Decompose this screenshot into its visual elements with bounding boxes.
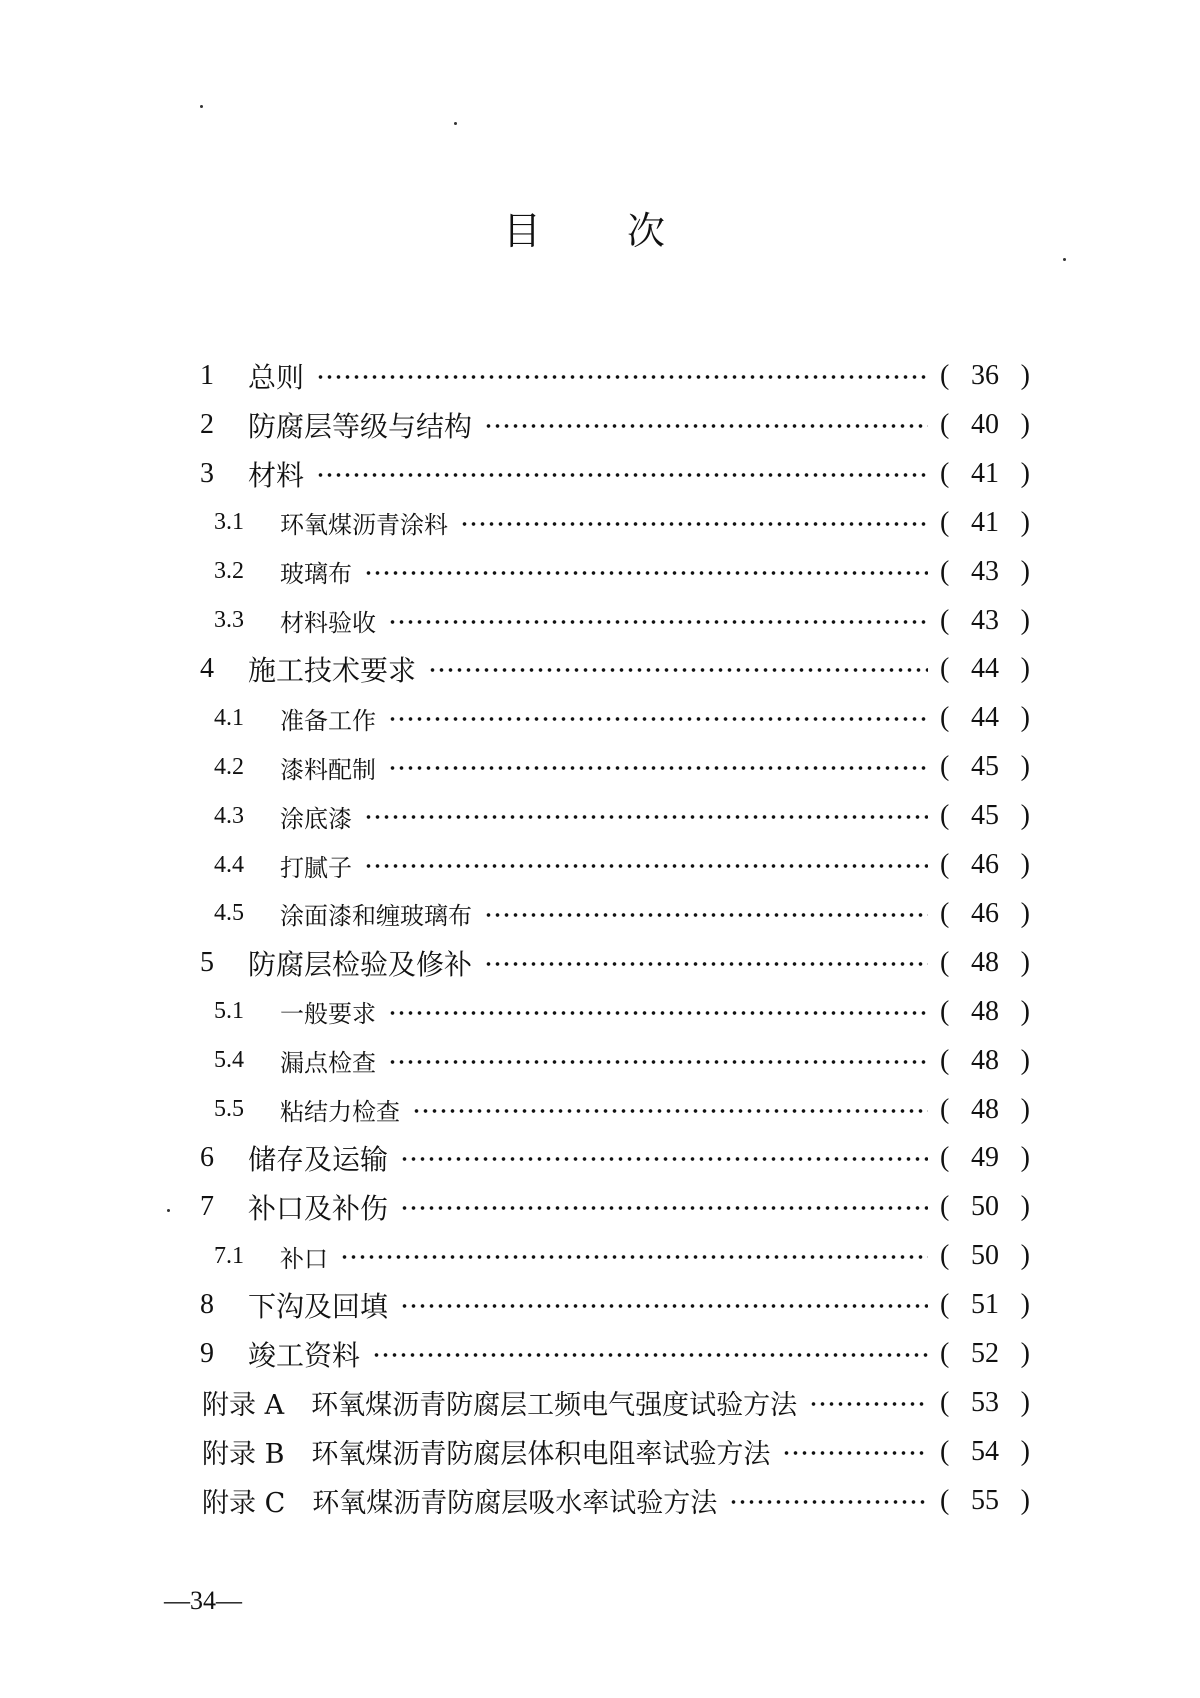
toc-entry[interactable] [0, 792, 1200, 840]
toc-entry-number: 4.2 [214, 753, 244, 780]
dot-leader [364, 863, 928, 869]
toc-entry-title: 防腐层等级与结构 [248, 409, 473, 443]
page-number-value: 43 [971, 604, 999, 636]
dot-leader [412, 1108, 928, 1114]
page-number-value: 46 [971, 849, 999, 880]
toc-entry-number: 1 [200, 360, 214, 391]
toc-entry[interactable] [0, 1037, 1200, 1085]
toc-entry-title: 粘结力检查 [280, 1098, 400, 1126]
toc-entry[interactable] [0, 1379, 1200, 1427]
toc-entry-page: ( 43 ) [940, 604, 1030, 636]
toc-entry-page: ( 44 ) [940, 653, 1030, 685]
dot-leader [809, 1401, 928, 1407]
dot-leader [484, 961, 928, 967]
toc-entry-title: 材料 [248, 458, 305, 492]
toc-entry-page: ( 48 ) [940, 946, 1030, 978]
dot-leader [388, 1010, 928, 1016]
toc-entry-title: 附录 C 环氧煤沥青防腐层吸水率试验方法 [202, 1488, 718, 1520]
toc-entry-page: ( 46 ) [940, 897, 1030, 929]
page-number-value: 43 [971, 555, 999, 587]
toc-entry-page: ( 41 ) [940, 506, 1030, 538]
toc-entry[interactable] [0, 645, 1200, 693]
toc-entry-number: 5.4 [214, 1047, 244, 1074]
dot-leader [388, 619, 928, 625]
dot-leader [364, 570, 928, 576]
toc-entry-page: ( 54 ) [940, 1435, 1030, 1467]
page-number-value: 44 [971, 653, 999, 685]
toc-entry[interactable] [0, 1086, 1200, 1134]
toc-entry-page: ( 36 ) [940, 360, 1030, 391]
toc-entry-number: 2 [200, 408, 214, 440]
toc-entry-title: 补口 [280, 1244, 328, 1273]
page-number-value: 50 [971, 1240, 999, 1272]
toc-entry-number: 4 [200, 653, 214, 685]
toc-entry-title: 漆料配制 [280, 755, 376, 784]
dot-leader [484, 423, 928, 429]
page-number-value: 49 [971, 1142, 999, 1174]
page-title [0, 200, 1200, 252]
dot-leader [484, 912, 928, 918]
toc-entry-number: 9 [200, 1338, 214, 1369]
toc-entry[interactable] [0, 743, 1200, 791]
toc-entry-number: 4.4 [214, 851, 244, 878]
page-number-value: 46 [971, 897, 999, 929]
toc-entry-title: 防腐层检验及修补 [248, 947, 473, 981]
toc-entry[interactable] [0, 1183, 1200, 1231]
toc-entry-title: 竣工资料 [248, 1339, 361, 1372]
toc-entry-number: 4.3 [214, 802, 244, 829]
dot-leader [460, 521, 928, 527]
dot-leader [428, 667, 928, 673]
page-number-value: 44 [971, 702, 999, 734]
toc-entry-number: 5.5 [214, 1096, 244, 1122]
toc-entry-page: ( 51 ) [940, 1289, 1030, 1321]
toc-entry[interactable] [0, 988, 1200, 1036]
toc-entry-title: 补口及补伤 [248, 1192, 389, 1226]
toc-entry[interactable] [0, 1232, 1200, 1280]
toc-entry-title: 涂面漆和缠玻璃布 [280, 902, 472, 931]
page-number-value: 55 [971, 1484, 999, 1516]
dot-leader [340, 1254, 928, 1260]
toc-entry-title: 涂底漆 [280, 804, 352, 833]
toc-entry-page: ( 45 ) [940, 800, 1030, 832]
page-number-value: 40 [971, 408, 999, 440]
page-number-value: 51 [971, 1289, 999, 1321]
toc-entry-page: ( 52 ) [940, 1338, 1030, 1369]
toc-entry-page: ( 50 ) [940, 1240, 1030, 1272]
dot-leader [400, 1156, 928, 1162]
toc-entry-page: ( 48 ) [940, 1093, 1030, 1125]
page-number-value: 48 [971, 1093, 999, 1125]
toc-entry-page: ( 48 ) [940, 995, 1030, 1027]
title-char-1: 目 [503, 209, 542, 253]
page-number-value: 48 [971, 995, 999, 1027]
toc-entry[interactable] [0, 597, 1200, 645]
dot-leader [782, 1450, 928, 1456]
toc-entry[interactable] [0, 1477, 1200, 1525]
toc-entry[interactable] [0, 1428, 1200, 1476]
toc-entry-number: 4.1 [214, 704, 244, 731]
page-number: —34— [164, 1586, 242, 1615]
page-number-value: 45 [971, 800, 999, 832]
toc-entry-page: ( 46 ) [940, 849, 1030, 880]
toc-entry-title: 附录 A 环氧煤沥青防腐层工频电气强度试验方法 [202, 1390, 798, 1422]
toc-entry-number: 5 [200, 946, 214, 978]
page-number-value: 41 [971, 457, 999, 489]
toc-entry-title: 储存及运输 [248, 1143, 389, 1177]
dot-leader [388, 765, 928, 771]
toc-entry[interactable] [0, 939, 1200, 987]
toc-entry-page: ( 53 ) [940, 1386, 1030, 1418]
toc-entry-title: 环氧煤沥青涂料 [280, 511, 448, 540]
page-number-value: 48 [971, 946, 999, 978]
dot-leader [316, 472, 928, 478]
title-char-2: 次 [627, 209, 666, 253]
page-number-value: 41 [971, 506, 999, 538]
toc-entry[interactable] [0, 841, 1200, 889]
toc-entry-title: 准备工作 [280, 706, 376, 735]
toc-entry-number: 7.1 [214, 1242, 244, 1269]
toc-entry-title: 附录 B 环氧煤沥青防腐层体积电阻率试验方法 [202, 1439, 771, 1471]
toc-entry[interactable] [0, 1134, 1200, 1182]
page-number-value: 48 [971, 1044, 999, 1076]
toc-entry-number: 3.1 [214, 509, 244, 536]
toc-entry-title: 施工技术要求 [248, 654, 417, 688]
toc-entry-number: 5.1 [214, 998, 244, 1025]
toc-entry-title: 材料验收 [280, 609, 376, 637]
toc-entry-page: ( 44 ) [940, 702, 1030, 734]
dot-leader [316, 374, 928, 380]
toc-entry-page: ( 48 ) [940, 1044, 1030, 1076]
dot-leader [400, 1303, 928, 1309]
toc-entry[interactable] [0, 401, 1200, 449]
toc-entry[interactable] [0, 450, 1200, 498]
toc-entry-title: 打腻子 [280, 853, 352, 882]
toc-entry-number: 8 [200, 1289, 214, 1321]
page-number-value: 36 [971, 360, 999, 391]
toc-entry-page: ( 40 ) [940, 408, 1030, 440]
toc-entry-title: 下沟及回填 [248, 1290, 389, 1324]
dot-leader [400, 1205, 928, 1211]
toc-entry-title: 总则 [248, 361, 305, 394]
dot-leader [388, 716, 928, 722]
toc-entry-title: 漏点检查 [280, 1049, 376, 1078]
toc-entry-number: 6 [200, 1142, 214, 1174]
toc-entry-page: ( 50 ) [940, 1191, 1030, 1223]
toc-entry-page: ( 49 ) [940, 1142, 1030, 1174]
toc-entry-title: 一般要求 [280, 1000, 376, 1029]
toc-entry-number: 3.3 [214, 607, 244, 633]
page-number-value: 50 [971, 1191, 999, 1223]
page-number-value: 54 [971, 1435, 999, 1467]
toc-entry-page: ( 45 ) [940, 751, 1030, 783]
dot-leader [729, 1499, 928, 1505]
dot-leader [372, 1352, 928, 1358]
toc-entry-number: 7 [200, 1191, 214, 1223]
toc-entry[interactable] [0, 1281, 1200, 1329]
toc-entry-page: ( 43 ) [940, 555, 1030, 587]
dot-leader [364, 814, 928, 820]
dot-leader [388, 1059, 928, 1065]
toc-entry[interactable] [0, 1330, 1200, 1378]
toc-entry-page: ( 55 ) [940, 1484, 1030, 1516]
toc-entry[interactable] [0, 548, 1200, 596]
toc-entry-title: 玻璃布 [280, 560, 352, 589]
toc-entry-number: 3 [200, 457, 214, 489]
toc-entry[interactable] [0, 352, 1200, 400]
toc-entry-number: 4.5 [214, 900, 244, 927]
toc-entry-number: 3.2 [214, 558, 244, 585]
toc-entry-page: ( 41 ) [940, 457, 1030, 489]
page-number-value: 53 [971, 1386, 999, 1418]
page-number-value: 45 [971, 751, 999, 783]
toc-entry[interactable] [0, 890, 1200, 938]
toc-entry[interactable] [0, 694, 1200, 742]
toc-entry[interactable] [0, 499, 1200, 547]
page-number-value: 52 [971, 1338, 999, 1369]
